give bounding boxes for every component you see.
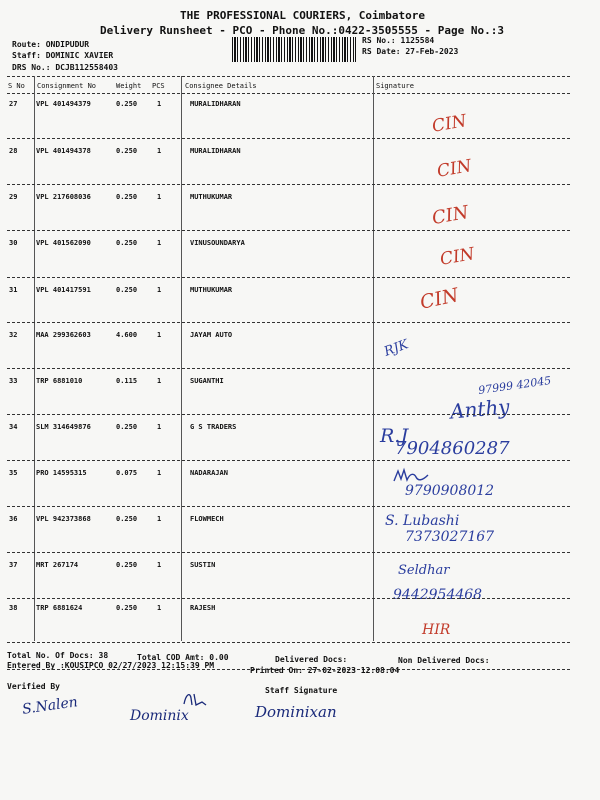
table-bottom-rule xyxy=(7,642,570,643)
delivered-docs: Delivered Docs: xyxy=(275,655,348,664)
document-title: THE PROFESSIONAL COURIERS, Coimbatore xyxy=(180,9,426,22)
staff-signature-label: Staff Signature xyxy=(265,686,338,695)
row-signature: CIN xyxy=(435,156,474,182)
row-consignment-no: VPL 401417591 xyxy=(36,286,91,294)
printed-on: Printed On: 27-02-2023 12:08:04 xyxy=(250,666,400,675)
route-label: Route: ONDIPUDUR xyxy=(12,40,90,49)
row-sno: 36 xyxy=(9,515,18,523)
row-divider xyxy=(7,230,570,231)
row-consignee: JAYAM AUTO xyxy=(190,331,233,339)
row-pcs: 1 xyxy=(157,604,162,612)
barcode xyxy=(232,37,356,62)
row-pcs: 1 xyxy=(157,147,162,155)
row-consignment-no: TRP 6881010 xyxy=(36,377,83,385)
row-divider xyxy=(7,138,570,139)
row-consignment-no: VPL 401562090 xyxy=(36,239,91,247)
table-row xyxy=(0,561,600,607)
row-consignee: RAJESH xyxy=(190,604,216,612)
row-sno: 27 xyxy=(9,100,18,108)
row-signature: CIN xyxy=(438,244,477,270)
row-signature-extra: 7373027167 xyxy=(405,529,495,545)
row-signature: CIN xyxy=(418,284,461,314)
row-signature: S. Lubashi xyxy=(385,513,460,529)
row-signature-extra: 7904860287 xyxy=(395,438,510,459)
table-top-rule xyxy=(7,76,570,77)
row-sno: 28 xyxy=(9,147,18,155)
verified-by-signature: S.Nalen xyxy=(21,694,79,718)
row-signature: CIN xyxy=(430,201,471,230)
total-docs: Total No. Of Docs: 38 xyxy=(7,651,109,660)
row-pcs: 1 xyxy=(157,561,162,569)
row-consignment-no: TRP 6881624 xyxy=(36,604,83,612)
row-weight: 0.250 xyxy=(116,239,138,247)
col-header-signature: Signature xyxy=(376,82,414,90)
row-divider xyxy=(7,552,570,553)
row-sno: 29 xyxy=(9,193,18,201)
staff-signature-1: Dominix xyxy=(130,708,189,724)
row-pcs: 1 xyxy=(157,377,162,385)
verified-by-label: Verified By xyxy=(7,682,60,691)
staff-label: Staff: DOMINIC XAVIER xyxy=(12,51,114,60)
row-consignee: MURALIDHARAN xyxy=(190,100,241,108)
row-sno: 32 xyxy=(9,331,18,339)
row-consignee: MUTHUKUMAR xyxy=(190,193,233,201)
col-header-sno: S No xyxy=(8,82,25,90)
row-divider xyxy=(7,277,570,278)
row-sno: 38 xyxy=(9,604,18,612)
table-row xyxy=(0,286,600,332)
staff-initials-scribble xyxy=(182,690,208,708)
row-weight: 0.250 xyxy=(116,604,138,612)
row-consignment-no: VPL 401494379 xyxy=(36,100,91,108)
row-pcs: 1 xyxy=(157,515,162,523)
row-weight: 4.600 xyxy=(116,331,138,339)
table-row xyxy=(0,331,600,377)
row-weight: 0.250 xyxy=(116,100,138,108)
row-pcs: 1 xyxy=(157,239,162,247)
row-consignment-no: VPL 217608036 xyxy=(36,193,91,201)
row-pcs: 1 xyxy=(157,423,162,431)
row-divider xyxy=(7,598,570,599)
row-signature: R.J xyxy=(380,425,408,447)
row-signature: RJK xyxy=(382,337,411,360)
row-signature-extra: HIR xyxy=(422,622,451,638)
row-sno: 33 xyxy=(9,377,18,385)
row-consignment-no: MAA 299362603 xyxy=(36,331,91,339)
row-weight: 0.075 xyxy=(116,469,138,477)
row-pcs: 1 xyxy=(157,331,162,339)
row-sno: 35 xyxy=(9,469,18,477)
row-signature-extra: 9442954468 xyxy=(393,587,483,603)
row-consignment-no: MRT 267174 xyxy=(36,561,79,569)
rs-date: RS Date: 27-Feb-2023 xyxy=(362,47,459,56)
row-weight: 0.250 xyxy=(116,147,138,155)
row-signature: CIN xyxy=(430,111,469,137)
table-header-rule xyxy=(7,93,570,94)
row-consignee: MURALIDHARAN xyxy=(190,147,241,155)
row-sno: 31 xyxy=(9,286,18,294)
table-row xyxy=(0,604,600,644)
row-weight: 0.115 xyxy=(116,377,138,385)
row-pcs: 1 xyxy=(157,469,162,477)
row-divider xyxy=(7,368,570,369)
row-consignment-no: VPL 401494378 xyxy=(36,147,91,155)
row-signature-extra: 9790908012 xyxy=(405,483,495,499)
row-signature-extra: Anthy xyxy=(449,394,511,424)
row-consignee: NADARAJAN xyxy=(190,469,228,477)
row-signature: Seldhar xyxy=(398,563,450,578)
row-divider xyxy=(7,506,570,507)
row-divider xyxy=(7,322,570,323)
row-consignment-no: VPL 942373868 xyxy=(36,515,91,523)
row-consignee: SUGANTHI xyxy=(190,377,224,385)
row-divider xyxy=(7,460,570,461)
total-cod: Total COD Amt: 0.00 xyxy=(137,653,229,662)
col-header-pcs: PCS xyxy=(152,82,165,90)
row-pcs: 1 xyxy=(157,193,162,201)
col-header-consignment: Consignment No xyxy=(37,82,97,90)
table-row xyxy=(0,373,600,424)
rs-number: RS No.: 1125584 xyxy=(362,36,435,45)
table-row xyxy=(0,100,600,146)
document-subtitle: Delivery Runsheet - PCO - Phone No.:0422-3505555 - Page No.:3 xyxy=(100,24,504,37)
row-signature: 97999 42045 xyxy=(477,373,553,398)
table-row xyxy=(0,239,600,285)
row-weight: 0.250 xyxy=(116,286,138,294)
row-divider xyxy=(7,184,570,185)
col-header-consignee: Consignee Details xyxy=(185,82,257,90)
table-row xyxy=(0,193,600,239)
entered-by: Entered By :KOUSIPCO 02/27/2023 12:15:39 PM xyxy=(7,661,215,670)
row-weight: 0.250 xyxy=(116,561,138,569)
col-header-weight: Weight xyxy=(116,82,142,90)
staff-signature-2: Dominixan xyxy=(255,703,337,721)
table-row xyxy=(0,423,600,469)
table-row xyxy=(0,147,600,193)
row-consignee: MUTHUKUMAR xyxy=(190,286,233,294)
row-weight: 0.250 xyxy=(116,515,138,523)
row-weight: 0.250 xyxy=(116,423,138,431)
drs-number: DRS No.: DCJB112558403 xyxy=(12,63,118,72)
row-pcs: 1 xyxy=(157,100,162,108)
row-consignee: SUSTIN xyxy=(190,561,216,569)
row-consignee: FLOWMECH xyxy=(190,515,224,523)
row-consignment-no: SLM 314649876 xyxy=(36,423,91,431)
row-consignee: VINUSOUNDARYA xyxy=(190,239,245,247)
table-row xyxy=(0,515,600,561)
row-divider xyxy=(7,414,570,415)
row-sno: 37 xyxy=(9,561,18,569)
row-pcs: 1 xyxy=(157,286,162,294)
row-consignment-no: PRO 14595315 xyxy=(36,469,87,477)
row-sno: 30 xyxy=(9,239,18,247)
row-sno: 34 xyxy=(9,423,18,431)
row-weight: 0.250 xyxy=(116,193,138,201)
row-consignee: G S TRADERS xyxy=(190,423,237,431)
non-delivered-docs: Non Delivered Docs: xyxy=(398,656,490,665)
table-row xyxy=(0,469,600,515)
